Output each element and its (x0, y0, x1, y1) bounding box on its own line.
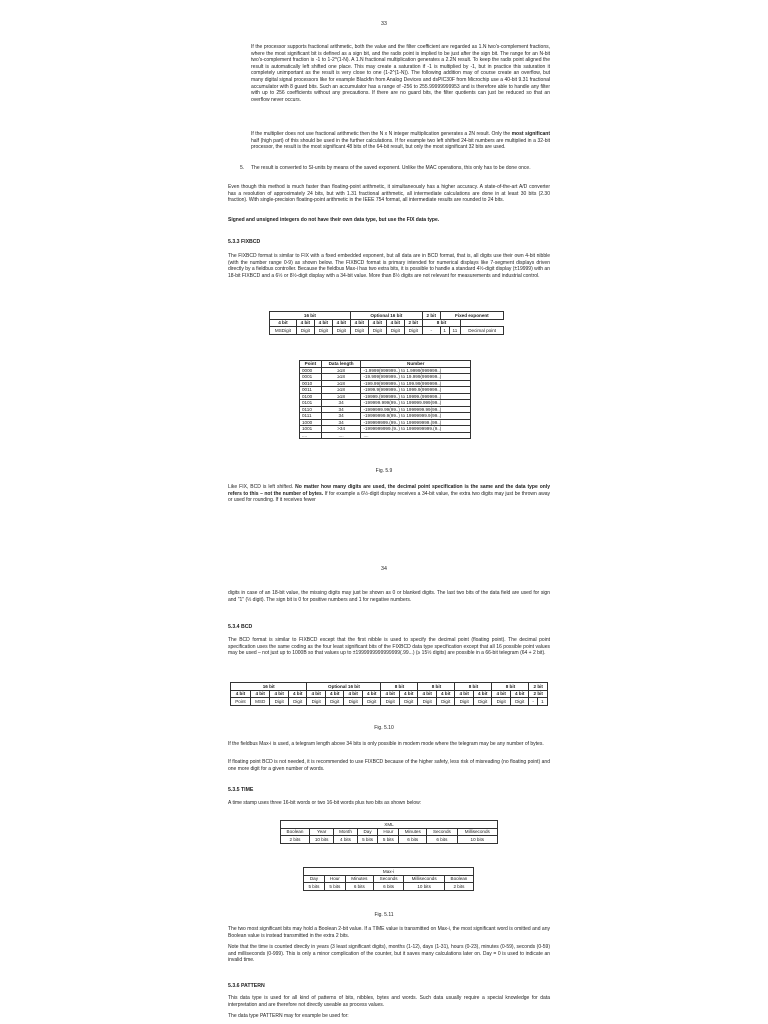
bcd-bit-table (230, 682, 548, 706)
table-cell: MSDigit (270, 327, 297, 335)
table-cell: Digit (473, 698, 492, 706)
paragraph-fixbcd: The FIXBCD format is similar to FIX with a fixed embedded exponent, but all data are in BCD format, that is, all digits use their own 4-bit nibble (with the number range 0-9) as shown below. The FIXBCD format is primary intended for numerical displays like 7-segment displays driven directly by a fieldbus controller. Because the fieldbus Max-i has two extra bits, it is possible to handle a standard 4½-digit display (±19999) with an 18-bit FIXBCD and a 6½ or 8½-digit display with a 34-bit value. More than 8½ digits are not relevant for measurements and industrial control. (228, 253, 550, 279)
table-cell: 2 bit (422, 312, 440, 320)
table-cell: 4 bit (399, 690, 418, 698)
table-cell: -1.9999(999999..) to 1.9999(999999..) (361, 367, 471, 374)
section-heading-pattern: 5.3.6 PATTERN (228, 983, 265, 989)
table-cell: Digit (344, 698, 363, 706)
table-cell: .... (321, 432, 361, 439)
table-cell: 4 bit (270, 319, 297, 327)
table-cell: 34 (321, 406, 361, 413)
table-cell: ≥18 (321, 380, 361, 387)
table-row (231, 690, 548, 698)
figure-caption-5-9: Fig. 5.9 (375, 468, 393, 474)
list-number-5: 5. (240, 165, 245, 171)
table-cell: MSD (250, 698, 270, 706)
figure-caption-5-11: Fig. 5.11 (374, 912, 394, 918)
fixbcd-point-table (299, 360, 471, 439)
table-cell: 1 (537, 698, 547, 706)
page-number-33: 33 (381, 21, 387, 27)
page-number-34: 34 (381, 566, 387, 572)
point-table-body (300, 367, 471, 439)
table-cell: Minutes (345, 875, 373, 883)
table-cell: 1 (440, 327, 449, 335)
table-cell: Digit (362, 698, 381, 706)
table-cell: Digit (492, 698, 511, 706)
table-cell: Number (361, 361, 471, 368)
table-cell: 34 (321, 400, 361, 407)
paragraph-boolean-bits: The two most significant bits may hold a Boolean 2-bit value. If a TIME value is transmitted on Max-i, the most significant word is omitted and any Boolean value is instead transmitted in the extra 2 bits. (228, 926, 550, 939)
table-row (231, 698, 548, 706)
paragraph-left-shifted (228, 484, 550, 504)
table-cell: 1000 (300, 419, 322, 426)
table-row (270, 312, 504, 320)
table-cell: 0100 (300, 393, 322, 400)
table-cell: 4 bit (492, 690, 511, 698)
table-cell: Digit (381, 698, 400, 706)
table-cell: 4 bit (314, 319, 332, 327)
table-row (304, 875, 474, 883)
table-cell: -19.999(999999..) to 19.999(999999..) (361, 374, 471, 381)
table-cell: Digit (399, 698, 418, 706)
table-cell: Seconds (427, 828, 457, 836)
table-cell: Hour (378, 828, 399, 836)
table-cell: 2 bit (529, 690, 548, 698)
paragraph-integer-multiplication (251, 131, 550, 151)
table-cell: .... (361, 432, 471, 439)
table-cell: ≥18 (321, 374, 361, 381)
section-heading-fixbcd: 5.3.3 FIXBCD (228, 239, 261, 245)
section-heading-bcd: 5.3.4 BCD (228, 624, 253, 630)
table-cell: 34 (321, 413, 361, 420)
table-cell: 0111 (300, 413, 322, 420)
text-fragment: If for example a 6½-digit display receives a 34-bit value, the extra two digits may just be thrown away or used for rounding. If it receives fewer (228, 490, 550, 504)
table-cell: -19999999.9(99..) to 19999999.9(99..) (361, 413, 471, 420)
table-cell: 4 bit (288, 690, 307, 698)
table-cell: Digit (418, 698, 437, 706)
xml-time-table (280, 820, 498, 844)
table-cell: 4 bit (250, 690, 270, 698)
paragraph-bcd: The BCD format is similar to FIXBCD except that the first nibble is used to specify the decimal point (floating point). The decimal point specification uses the same coding as the four least significant bits of the FIXBCD data type specification except that all 16 possible point values may be used – not just up to 1000B so that values up to ±1999999999999999(.99...) (≥ 15½ digits) are possible in a 66-bit telegram (64 + 2 bit). (228, 637, 550, 657)
table-cell: 4 bit (368, 319, 386, 327)
table-cell: 4 bit (332, 319, 350, 327)
table-cell: Optional 16 bit (350, 312, 422, 320)
table-cell: 4 bit (296, 319, 314, 327)
table-title: XML (281, 821, 498, 829)
table-cell: 0011 (300, 387, 322, 394)
paragraph-accuracy: Even though this method is much faster than floating-point arithmetic, it simultaneously has a higher accuracy. A state-of-the-art A/D converter has a resolution of approximately 24 bits, but with 1.31 fractional arithmetic, all intermediate calculations are done in at least 30 bits (2.30 fraction). With single-precision floating-point arithmetic in the IEEE 754 format, all intermediate results are rounded to 24 bits. (228, 184, 550, 204)
table-row (304, 883, 474, 891)
table-cell: 6 bits (345, 883, 373, 891)
table-row (270, 327, 504, 335)
table-cell: Digit (455, 698, 474, 706)
table-cell: 0110 (300, 406, 322, 413)
table-cell: 11 (449, 327, 461, 335)
table-cell: 8 bit (422, 319, 460, 327)
table-cell: -1999.9(999999..) to 1999.9(999999..) (361, 387, 471, 394)
table-cell: -199999.999(99..) to 199999.999(99..) (361, 400, 471, 407)
figure-caption-5-10: Fig. 5.10 (374, 725, 394, 731)
table-cell: >34 (321, 426, 361, 433)
table-cell: 10 bits (309, 836, 333, 844)
table-cell: 2 bit (404, 319, 422, 327)
table-title: Max-i (304, 868, 474, 876)
table-cell: 2 bits (281, 836, 310, 844)
table-cell: .... (300, 432, 322, 439)
table-row (304, 868, 474, 876)
table-cell: -19999.(999999..) to 19999.(999999..) (361, 393, 471, 400)
table-cell: 8 bit (418, 683, 455, 691)
table-cell: Boolean (444, 875, 473, 883)
table-cell: 4 bit (231, 690, 251, 698)
table-row (270, 319, 504, 327)
table-cell: 5 bits (324, 883, 345, 891)
table-cell: 4 bit (418, 690, 437, 698)
table-cell: Seconds (373, 875, 404, 883)
table-cell: - (422, 327, 440, 335)
table-cell: Milliseconds (457, 828, 497, 836)
table-cell: - (529, 698, 537, 706)
paragraph-time-counting: Note that the time is counted directly in years (3 least significant digits), months (1-12), days (1-31), hours (0-23), minutes (0-59), seconds (0-59) and milliseconds (0-999). This is only a minor complication of the counter, but it saves many calculations later on. Day = 0 is used to indicate an invalid time. (228, 944, 550, 964)
table-row (281, 821, 498, 829)
table-cell: 5 bits (304, 883, 325, 891)
table-cell: 10 bits (404, 883, 445, 891)
table-cell: Digit (436, 698, 455, 706)
table-cell: Milliseconds (404, 875, 445, 883)
paragraph-floating-point: If floating point BCD is not needed, it is recommended to use FIXBCD because of the higher safety, less risk of misreading (no floating point) and one more digit for a given number of words. (228, 759, 550, 772)
table-cell: -1999999999.(9..) to 1999999999.(9..) (361, 426, 471, 433)
text-fragment: If the multiplier does not use fractional arithmetic then the N x N integer multiplication generates a 2N result. Only the (251, 131, 512, 137)
fixbcd-bit-table (269, 311, 504, 335)
table-row (231, 683, 548, 691)
table-cell: 1001 (300, 426, 322, 433)
table-cell: 5 bits (357, 836, 378, 844)
table-cell: 8 bit (455, 683, 492, 691)
table-cell: 4 bit (307, 690, 326, 698)
table-cell: 2 bit (529, 683, 548, 691)
table-cell: 4 bit (344, 690, 363, 698)
table-cell: 0001 (300, 374, 322, 381)
table-cell: 4 bit (386, 319, 404, 327)
table-cell: Decimal point (461, 327, 504, 335)
text-fragment: Like FIX, BCD is left shifted. (228, 484, 296, 490)
table-cell: Month (334, 828, 357, 836)
table-cell: Digit (386, 327, 404, 335)
table-row (281, 836, 498, 844)
table-cell: Fixed exponent (440, 312, 503, 320)
table-cell: Minutes (399, 828, 427, 836)
table-cell: ≥18 (321, 393, 361, 400)
paragraph-time-stamp: A time stamp uses three 16-bit words or two 16-bit words plus two bits as shown below: (228, 800, 422, 806)
table-cell: 8 bit (381, 683, 418, 691)
table-cell: 4 bit (381, 690, 400, 698)
table-cell: 34 (321, 419, 361, 426)
table-cell: Digit (288, 698, 307, 706)
bold-text: most significant (511, 131, 550, 137)
table-cell: Digit (270, 698, 289, 706)
paragraph-missing-digits: digits in case of an 18-bit value, the missing digits may just be shown as 0 or blanked digits. The last two bits of the data field are used for sign and "1" (½ digit). The sign bit is 0 for positive numbers and 1 for negative numbers. (228, 590, 550, 603)
table-cell: Point (231, 698, 251, 706)
paragraph-fractional-arithmetic: If the processor supports fractional arithmetic, both the value and the filter coefficient are regarded as 1.N two's-complement fractions, where the most significant bit is defined as a sign bit, and the radix point is implied to be just after the sign bit. The range for an N-bit two's-complement fraction is -1 to 1-2^(1-N). A 1.N fractional multiplication generates a 2.2N result. To keep the radix point aligned the result is automatically left shifted one place. This may create a saturation if -1 is multiplied by -1, but in practice this saturation it completely unimportant as the result is very close to one (1-2^(1-N)). The following addition may of course create an overflow, but many digital signal processors like for example Blackfin from Analog Devices and dsPIC30F from Microchip use a 40-bit 9.31 fractional accumulator with 8 guard bits. Such an accumulator has a range of -256 to 255.99999999953 and is therefore able to handle any filter with up to 256 coefficients without any precautions. If there are no guard bits, the filter quotients can just be reduced so that an overflow never occurs. (251, 44, 550, 103)
paragraph-pattern: This data type is used for all kind of patterns of bits, nibbles, bytes and words. Such data usually require a special knowledge for data interpretation and are therefore not directly useable as process values. (228, 995, 550, 1008)
table-cell: 4 bit (350, 319, 368, 327)
table-cell: 2 bits (444, 883, 473, 891)
table-cell: 16 bit (231, 683, 307, 691)
text-fragment: half (high part) of this should be used in the further calculations. If for example two left shifted 24-bit numbers are multiplied in a 32-bit processor, the result is the most significant 48 bits of the 64-bit result, but only the most significant 32 bits are used. (251, 137, 550, 151)
table-cell: Hour (324, 875, 345, 883)
table-cell: 6 bits (399, 836, 427, 844)
paragraph-signed-integers: Signed and unsigned integers do not have their own data type, but use the FIX data type. (228, 217, 440, 223)
table-cell: ≥18 (321, 367, 361, 374)
table-cell: 4 bit (436, 690, 455, 698)
table-cell: -199999999.(99..) to 199999999.(99..) (361, 419, 471, 426)
table-row (281, 828, 498, 836)
table-cell: 0010 (300, 380, 322, 387)
table-cell: Day (304, 875, 325, 883)
table-cell: 6 bits (427, 836, 457, 844)
table-cell: 10 bits (457, 836, 497, 844)
table-cell: 5 bits (378, 836, 399, 844)
table-cell: 4 bit (270, 690, 289, 698)
table-cell: Digit (510, 698, 529, 706)
list-item-5: The result is converted to SI-units by means of the saved exponent. Unlike the MAC operations, this only has to be done once. (251, 165, 531, 171)
table-cell: Digit (350, 327, 368, 335)
table-cell: 4 bits (334, 836, 357, 844)
table-cell: 4 bit (455, 690, 474, 698)
table-cell: 0000 (300, 367, 322, 374)
table-cell: Boolean (281, 828, 310, 836)
table-cell: 16 bit (270, 312, 351, 320)
table-cell: 6 bits (373, 883, 404, 891)
section-heading-time: 5.3.5 TIME (228, 787, 254, 793)
table-cell: Digit (314, 327, 332, 335)
table-cell: ≥18 (321, 387, 361, 394)
table-cell: Digit (296, 327, 314, 335)
max-i-time-table (303, 867, 474, 891)
table-cell: 4 bit (510, 690, 529, 698)
table-cell: Day (357, 828, 378, 836)
table-cell: Digit (404, 327, 422, 335)
table-cell: Digit (368, 327, 386, 335)
table-row (300, 432, 471, 439)
table-cell: Year (309, 828, 333, 836)
table-cell: Data length (321, 361, 361, 368)
table-cell: 4 bit (362, 690, 381, 698)
paragraph-pattern-usage: The data type PATTERN may for example be used for: (228, 1013, 349, 1019)
table-cell: 4 bit (325, 690, 344, 698)
paragraph-max-i-telegram: If the fieldbus Max-i is used, a telegram length above 34 bits is only possible in modem mode where the telegram may be any number of bytes. (228, 741, 544, 747)
table-cell: -1999999.99(99..) to 1999999.99(99..) (361, 406, 471, 413)
table-cell: Digit (325, 698, 344, 706)
table-cell: Digit (332, 327, 350, 335)
table-cell: Point (300, 361, 322, 368)
table-cell: 8 bit (492, 683, 529, 691)
table-cell: Digit (307, 698, 326, 706)
table-cell: 0101 (300, 400, 322, 407)
bold-text: No matter how many digits are used, the decimal point specification is the same and the data type only refers to this – not the number of bytes. (228, 484, 551, 497)
table-cell: -199.99(999999..) to 199.99(999999..) (361, 380, 471, 387)
table-cell: 4 bit (473, 690, 492, 698)
table-cell: Optional 16 bit (307, 683, 381, 691)
